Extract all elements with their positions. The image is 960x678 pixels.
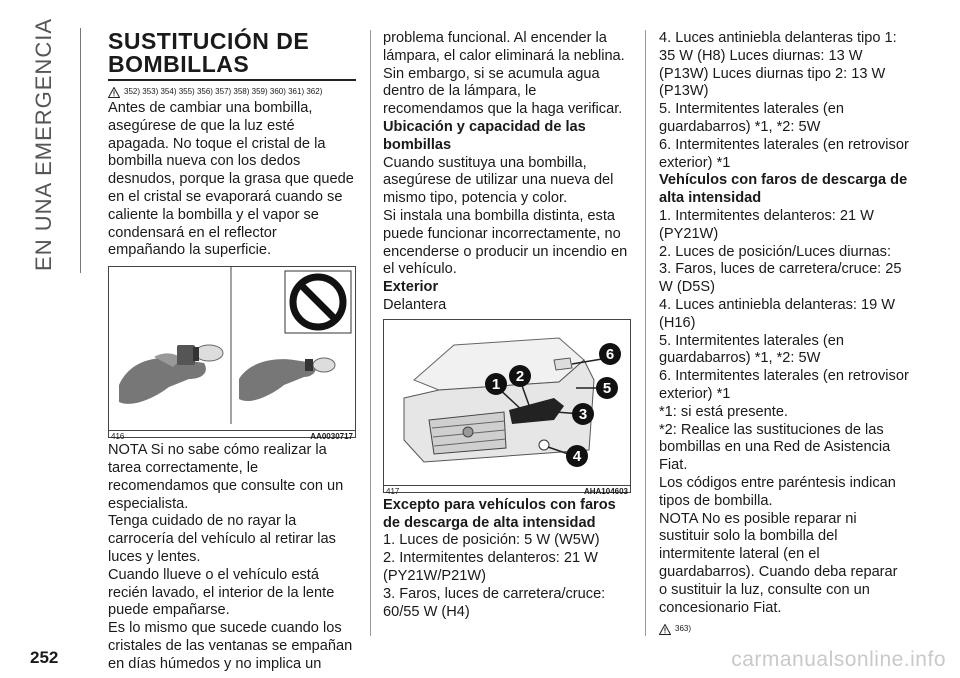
warning-triangle-icon xyxy=(659,624,671,635)
list-item: 4. Luces antiniebla delanteras: 19 W (H16) xyxy=(659,296,896,331)
paragraph: Delantera xyxy=(383,296,447,313)
list-item: 5. Intermitentes laterales (en guardabarros) *1, *2: 5W xyxy=(659,101,844,135)
list-item: 6. Intermitentes laterales (en retrovisor exterior) *1 xyxy=(659,136,909,171)
footnote: *2: Realice las sustituciones de las bombillas en una Red de Asistencia Fiat. xyxy=(659,421,891,474)
paragraph: NOTA No es posible reparar ni sustituir solo la bombilla del intermitente lateral (en el guardabarros). Cuando deba reparar o sustituir la luz, consulte con un concesionario Fiat. xyxy=(659,510,898,616)
paragraph: problema funcional. Al encender la lámpara, el calor eliminará la neblina. xyxy=(383,30,625,64)
figure-caption: 417 AHA104603 xyxy=(386,486,628,496)
side-rule xyxy=(80,28,81,273)
footnote: *1: si está presente. xyxy=(659,403,788,420)
paragraph: NOTA Si no sabe cómo realizar la tarea correctamente, le recomendamos que consulte con un especialista. xyxy=(108,442,344,512)
list-item: 5. Intermitentes laterales (en guardabarros) *1, *2: 5W xyxy=(659,332,844,367)
callout-4 xyxy=(566,445,588,467)
paragraph: Es lo mismo que sucede cuando los cristales de las ventanas se empañan en días húmedos y no implica un xyxy=(108,620,353,672)
paragraph: Cuando sustituya una bombilla, asegúrese de utilizar una nueva del mismo tipo, potencia y color. xyxy=(383,154,614,207)
column-divider xyxy=(370,30,371,636)
svg-text:1: 1 xyxy=(491,375,501,393)
heading: Excepto para vehículos con faros de descarga de alta intensidad xyxy=(383,496,616,531)
page-number: 252 xyxy=(30,648,59,667)
callout-5 xyxy=(596,377,618,399)
list-item: 3. Faros, luces de carretera/cruce: 60/55 W (H4) xyxy=(383,585,606,620)
list-item: 4. Luces antiniebla delanteras tipo 1: 35 W (H8) Luces diurnas: 13 W (P13W) Luces diurnas tipo 2: 13 W (P13W) xyxy=(659,30,897,100)
paragraph: Tenga cuidado de no rayar la carrocería del vehículo al retirar las luces y lentes. xyxy=(108,513,336,565)
callout-3 xyxy=(572,403,594,425)
figure-417 xyxy=(383,319,631,496)
list-item: 2. Intermitentes delanteros: 21 W (PY21W/P21W) xyxy=(383,550,598,584)
vehicle-front-illustration xyxy=(384,320,630,479)
paragraph: Antes de cambiar una bombilla, asegúrese de que la luz esté apagada. No toque el cristal de la bombilla nueva con los dedos desnudos, porque la grasa que quede en el cristal se evaporará cuando se caliente la bombilla y el vapor se condensará en el reflector empañando la superficie. xyxy=(108,100,354,259)
list-item: 6. Intermitentes laterales (en retrovisor exterior) *1 xyxy=(659,368,909,402)
paragraph: Cuando llueve o el vehículo está recién lavado, el interior de la lente puede empañarse. xyxy=(108,566,335,619)
callout-1 xyxy=(485,373,507,395)
svg-text:3: 3 xyxy=(578,405,588,423)
list-item: 2. Luces de posición/Luces diurnas: xyxy=(659,243,892,260)
svg-text:5: 5 xyxy=(602,379,612,397)
column-2 xyxy=(383,30,631,621)
column-1 xyxy=(108,30,356,674)
list-item: 1. Luces de posición: 5 W (W5W) xyxy=(383,532,600,549)
warning-refs: 352) 353) 354) 355) 356) 357) 358) 359) 360) 361) 362) xyxy=(108,86,356,98)
heading: Exterior xyxy=(383,279,439,296)
svg-text:6: 6 xyxy=(605,345,615,363)
figure-416 xyxy=(108,266,356,441)
warning-refs: 363) xyxy=(659,620,909,638)
list-item: 3. Faros, luces de carretera/cruce: 25 W (D5S) xyxy=(659,261,902,296)
heading: Vehículos con faros de descarga de alta intensidad xyxy=(659,172,908,207)
callout-2 xyxy=(509,365,531,387)
column-divider xyxy=(645,30,646,636)
paragraph: Sin embargo, si se acumula agua dentro de la lámpara, le recomendamos que la haga verificar. xyxy=(383,65,623,118)
list-item: 1. Intermitentes delanteros: 21 W (PY21W) xyxy=(659,207,874,242)
title-rule xyxy=(108,79,356,81)
svg-text:2: 2 xyxy=(515,367,525,385)
paragraph: Los códigos entre paréntesis indican tipos de bombilla. xyxy=(659,474,896,509)
figure-caption: 416 AA0030717 xyxy=(111,431,353,441)
svg-text:4: 4 xyxy=(572,447,582,465)
section-title: SUSTITUCIÓN DE BOMBILLAS xyxy=(108,28,310,77)
section-side-title: EN UNA EMERGENCIA xyxy=(31,18,56,271)
watermark: carmanualsonline.info xyxy=(731,648,946,671)
column-3 xyxy=(659,30,909,638)
warning-triangle-icon xyxy=(108,87,120,98)
bulb-handling-illustration xyxy=(109,267,355,424)
paragraph: Si instala una bombilla distinta, esta puede funcionar incorrectamente, no encenderse o producir un incendio en el vehículo. xyxy=(383,207,628,278)
heading: Ubicación y capacidad de las bombillas xyxy=(383,118,586,153)
callout-6 xyxy=(599,343,621,365)
